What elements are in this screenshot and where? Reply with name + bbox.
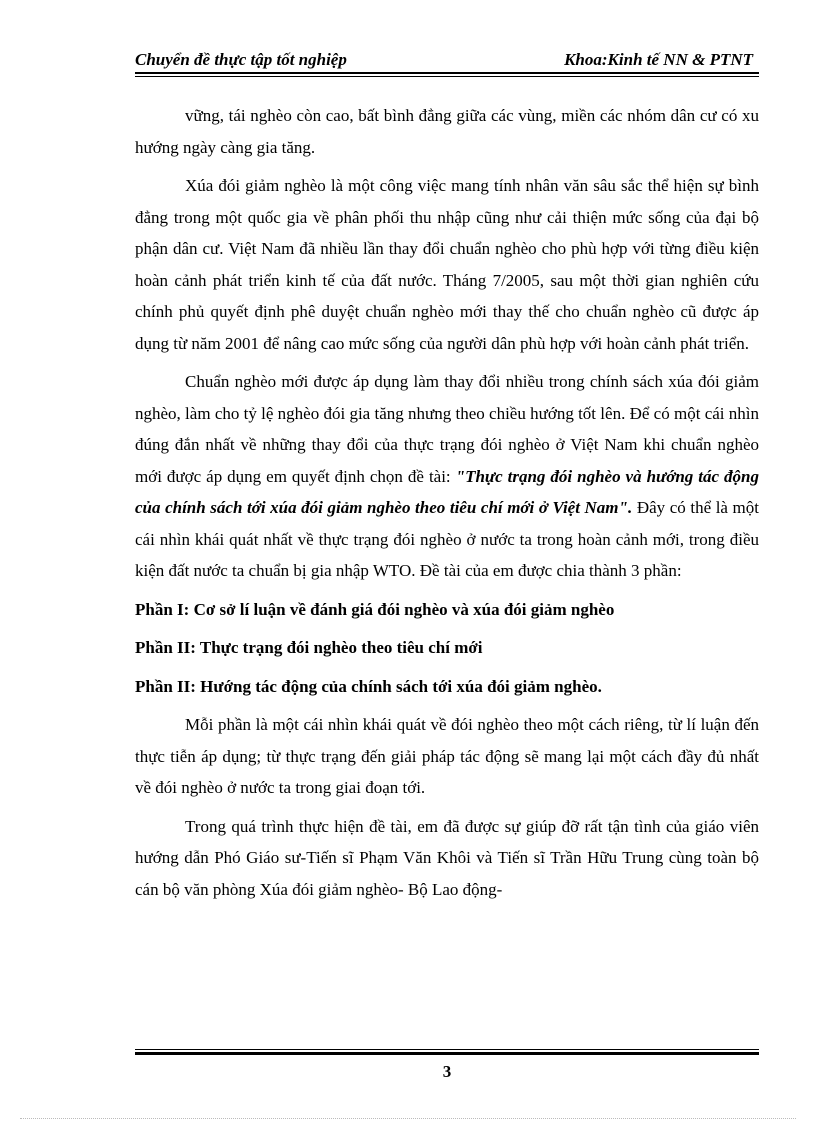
thesis-title: "Thực trạng đói nghèo và hướng tác động của chính sách tới xúa đói giảm nghèo theo tiêu chí mới ở Việt Nam". <box>135 466 759 517</box>
page-header <box>135 50 759 72</box>
paragraph-text: Đây có thể là một cái nhìn khái quát nhất về thực trạng đói nghèo ở nước ta trong hoàn cảnh mới, trong điều kiện đất nước ta chuẩn bị gia nhập WTO. Đề tài của em được chia thành 3 phần: <box>135 498 760 580</box>
header-faculty: Khoa:Kinh tế NN & PTNT <box>564 50 753 69</box>
header-rule-thin <box>135 76 759 77</box>
paragraph: Trong quá trình thực hiện đề tài, em đã được sự giúp đỡ rất tận tình của giáo viên hướng dẫn Phó Giáo sư-Tiến sĩ Phạm Văn Khôi và Tiến sĩ Trần Hữu Trung cùng toàn bộ cán bộ văn phòng Xúa đói giảm nghèo- Bộ Lao động- <box>135 816 759 899</box>
paragraph: Xúa đói giảm nghèo là một công việc mang tính nhân văn sâu sắc thể hiện sự bình đẳng trong một quốc gia về phân phối thu nhập cũng như cải thiện mức sống của đại bộ phận dân cư. Việt Nam đã nhiều lần thay đổi chuẩn nghèo cho phù hợp với từng điều kiện hoàn cảnh phát triển kinh tế của đất nước. Tháng 7/2005, sau một thời gian nghiên cứu chính phủ quyết định phê duyệt chuẩn nghèo mới thay thế cho chuẩn nghèo cũ được áp dụng từ năm 2001 để nâng cao mức sống của người dân phù hợp với hoàn cảnh phát triển. <box>135 176 759 353</box>
page-edge <box>20 1118 796 1119</box>
part-heading: Phần II: Thực trạng đói nghèo theo tiêu chí mới <box>135 638 483 657</box>
footer-rule <box>135 1052 759 1055</box>
header-title: Chuyển đề thực tập tốt nghiệp <box>135 50 347 69</box>
paragraph-text: Chuẩn nghèo mới được áp dụng làm thay đổi nhiều trong chính sách xúa đói giảm nghèo, làm cho tỷ lệ nghèo đói gia tăng nhưng theo chiều hướng tốt lên. Để có một cái nhìn đúng đắn nhất về những thay đổi của thực trạng đói nghèo ở Việt Nam khi chuẩn nghèo mới được áp dụng em quyết định chọn đề tài: <box>135 372 759 486</box>
footer-rule-thin <box>135 1049 759 1050</box>
paragraph: Mỗi phần là một cái nhìn khái quát về đói nghèo theo một cách riêng, từ lí luận đến thực tiễn áp dụng; từ thực trạng đến giải pháp tác động sẽ mang lại một cách đầy đủ nhất về đói nghèo ở nước ta trong giai đoạn tới. <box>135 715 759 797</box>
paragraph: vững, tái nghèo còn cao, bất bình đẳng giữa các vùng, miền các nhóm dân cư có xu hướng ngày càng gia tăng. <box>135 106 759 157</box>
part-heading: Phần II: Hướng tác động của chính sách tới xúa đói giảm nghèo. <box>135 676 602 696</box>
document-body <box>135 100 759 912</box>
paragraph <box>135 366 759 587</box>
header-rule <box>135 72 759 74</box>
part-heading: Phần I: Cơ sở lí luận về đánh giá đói nghèo và xúa đói giảm nghèo <box>135 599 615 619</box>
page-number: 3 <box>442 1062 452 1081</box>
